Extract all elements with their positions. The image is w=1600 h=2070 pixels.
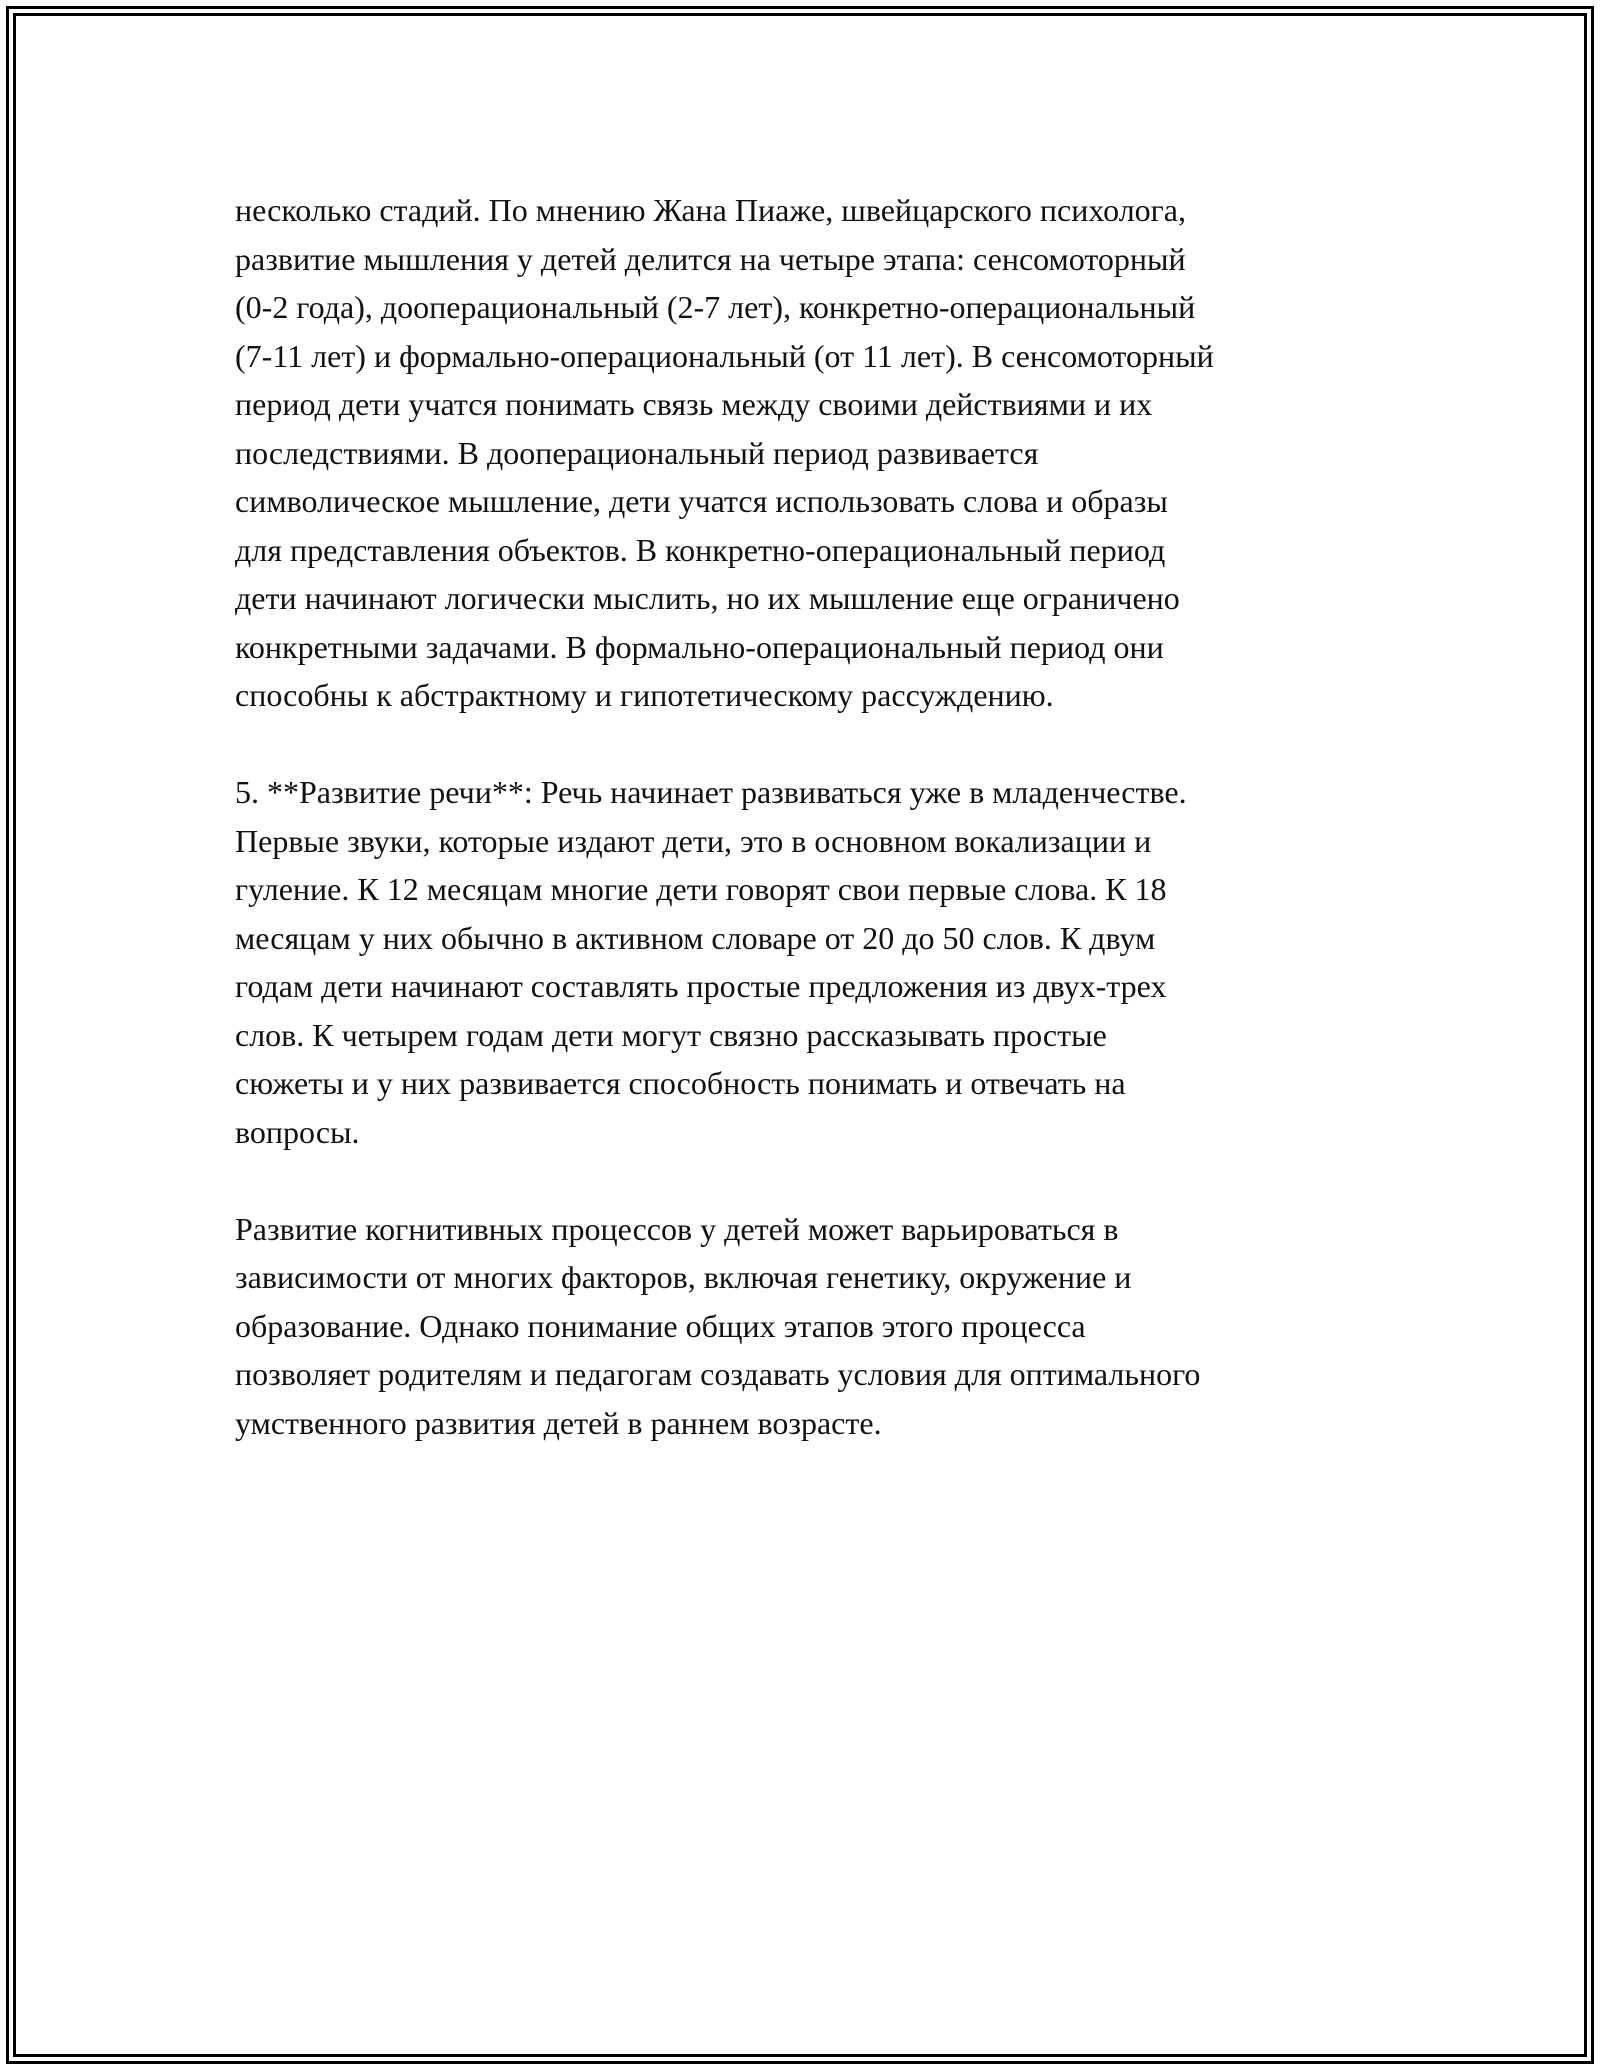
paragraph-speech-development: [235, 768, 1375, 1156]
text-line: символическое мышление, дети учатся использовать слова и образы: [235, 483, 1168, 519]
text-line: Первые звуки, которые издают дети, это в основном вокализации и: [235, 822, 1152, 859]
text-line: (7-11 лет) и формально-операциональный (от 11 лет). В сенсомоторный: [235, 337, 1214, 374]
text-line: сюжеты и у них развивается способность понимать и отвечать на: [235, 1065, 1126, 1101]
text-line: развитие мышления у детей делится на четыре этапа: сенсомоторный: [235, 240, 1186, 277]
text-line: для представления объектов. В конкретно-операциональный период: [235, 531, 1166, 568]
text-line: зависимости от многих факторов, включая генетику, окружение и: [235, 1259, 1132, 1295]
text-line: период дети учатся понимать связь между своими действиями и их: [235, 386, 1153, 422]
text-line: Развитие когнитивных процессов у детей может варьироваться в: [235, 1210, 1119, 1247]
text-line: (0-2 года), дооперациональный (2-7 лет), конкретно-операциональный: [235, 289, 1196, 325]
text-line: дети начинают логически мыслить, но их мышление еще ограничено: [235, 580, 1180, 616]
text-line: несколько стадий. По мнению Жана Пиаже, швейцарского психолога,: [235, 192, 1186, 228]
text-line: конкретными задачами. В формально-операциональный период они: [235, 628, 1164, 665]
text-line: гуление. К 12 месяцам многие дети говорят свои первые слова. К 18: [235, 871, 1167, 907]
text-line: способны к абстрактному и гипотетическому рассуждению.: [235, 677, 1054, 713]
text-line: образование. Однако понимание общих этапов этого процесса: [235, 1307, 1086, 1344]
text-line: последствиями. В дооперациональный период развивается: [235, 434, 1039, 471]
text-line: позволяет родителям и педагогам создавать условия для оптимального: [235, 1356, 1201, 1392]
text-line: умственного развития детей в раннем возрасте.: [235, 1404, 882, 1441]
text-line: годам дети начинают составлять простые предложения из двух-трех: [235, 968, 1167, 1004]
paragraph-conclusion: [235, 1205, 1375, 1448]
text-line: месяцам у них обычно в активном словаре от 20 до 50 слов. К двум: [235, 919, 1156, 956]
paragraph-piaget-stages: [235, 186, 1375, 720]
document-body: [235, 186, 1375, 1496]
text-line: слов. К четырем годам дети могут связно рассказывать простые: [235, 1016, 1107, 1053]
text-line: 5. **Развитие речи**: Речь начинает развиваться уже в младенчестве.: [235, 774, 1187, 810]
text-line: вопросы.: [235, 1113, 360, 1150]
